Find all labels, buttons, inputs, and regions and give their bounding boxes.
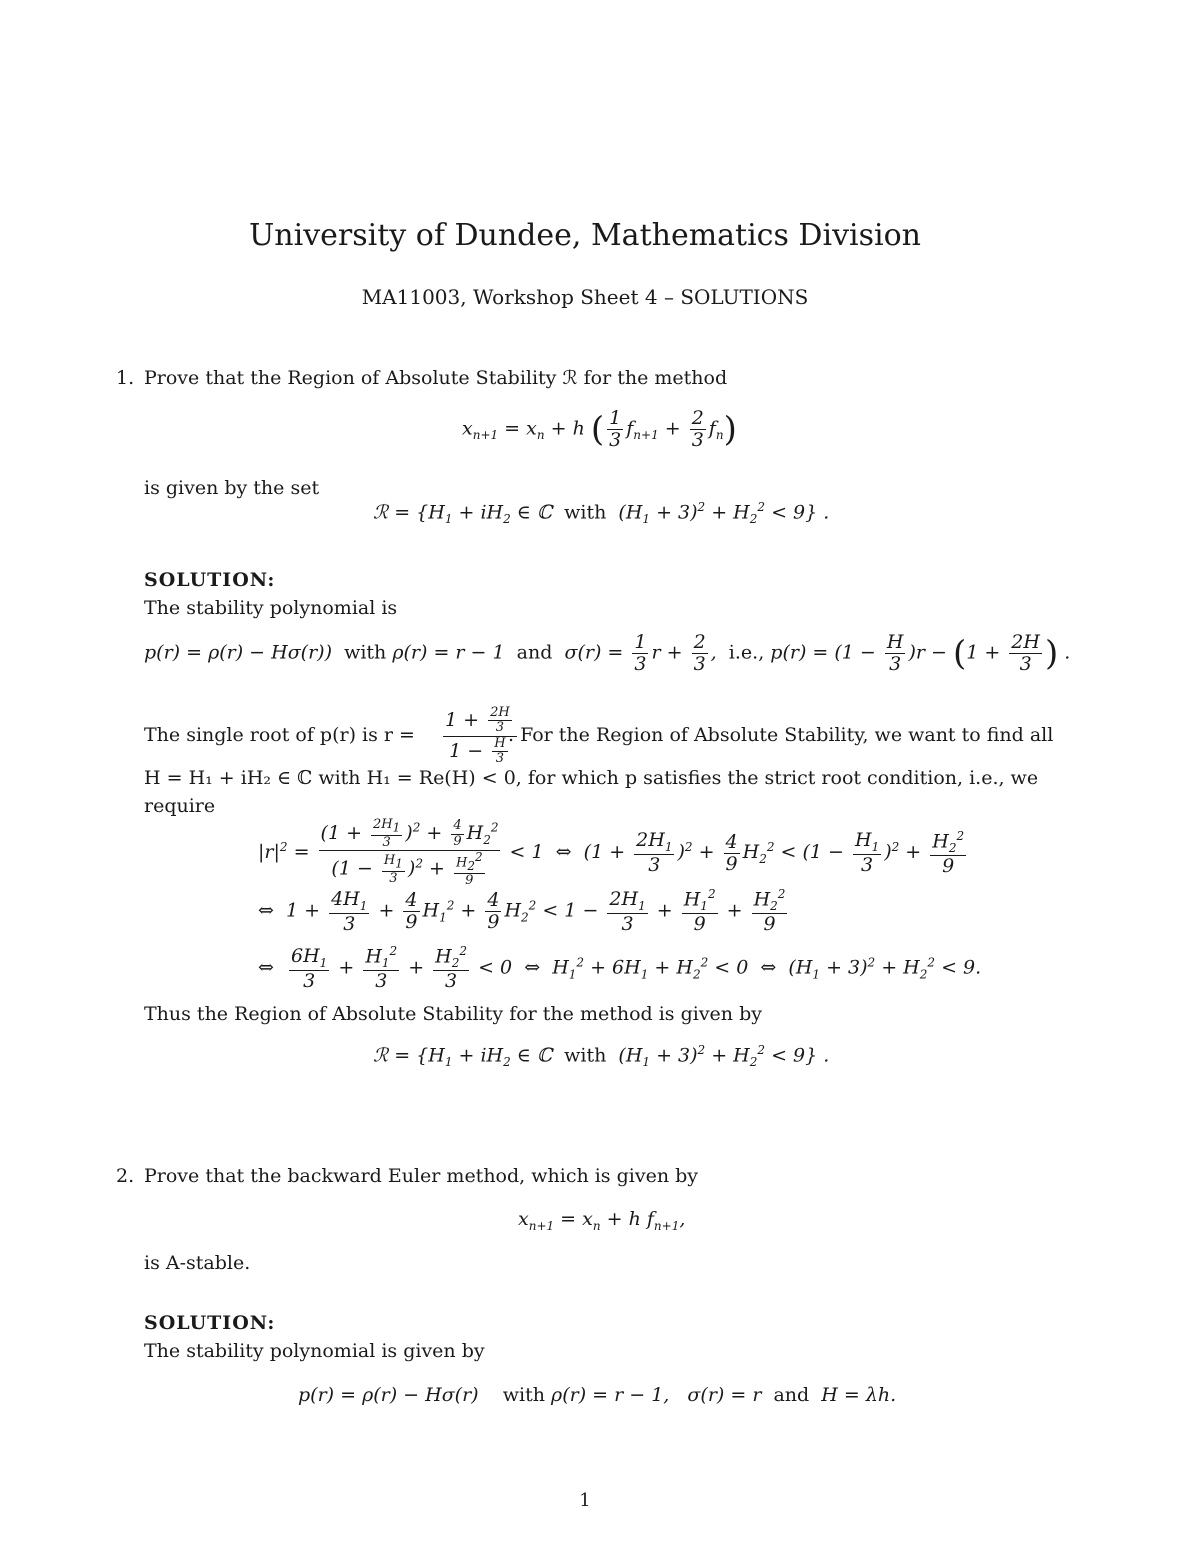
derivation-line-2: ⇔ 1 + $\frac{4H_1}{3}$ + $\frac{4}{9}$ $H_1^2$ + $\frac{4}{9}$ $H_2^2 < 1$ − $\frac{2H_1}{3}$ + $\frac{H_1^2}{9}$ + $\frac{H_2^2}{9}$: [258, 887, 786, 936]
derivation-line-1: $|r|^2$ = (1 + $\frac{2H_1}{3}$ )$^2$ + $\frac{4}{9}$ $H_2^2$ (1 − $\frac{H_1}{3}$ )$^2$ + $\frac{H_2^2}{9}$ < 1 ⇔ (1 + $\frac{2H_1}{3}$ )$^2$ + $\frac{4}{9}$ $H_2^2 < (1$ − $\frac{H_1}{3}$ )$^2$ + $\frac{H_2^2}{9}$: [258, 817, 965, 889]
solution-1-label: SOLUTION:: [144, 569, 276, 591]
problem-1-number: 1.: [116, 367, 135, 389]
stability-poly-2-equation: p(r) = ρ(r) − Hσ(r) with ρ(r) = r − 1, σ(r) = r and H = λh.: [298, 1384, 897, 1406]
page-title: University of Dundee, Mathematics Division: [249, 218, 921, 253]
method-equation: $x_{n+1} = x_n + h$ ( $\frac{1}{3}$ $f_{n+1}$ + $\frac{2}{3}$ $f_n$): [462, 407, 737, 451]
solution-2-label: SOLUTION:: [144, 1312, 276, 1334]
derivation-line-3: ⇔ $\frac{6H_1}{3}$ + $\frac{H_1^2}{3}$ + $\frac{H_2^2}{3}$ < 0 ⇔ $H_1^2 + 6H_1 + H_2^2 < 0$ ⇔ $(H_1 + 3)^2 + H_2^2 < 9$.: [258, 944, 982, 993]
root-text-a: The single root of p(r) is r =: [144, 724, 415, 746]
given-by-text: is given by the set: [144, 477, 320, 499]
region-set-result: ℛ = {$H_1 + iH_2$ ∈ ℂ with $(H_1 + 3)^2 + H_2^2 < 9$} .: [373, 1043, 830, 1070]
require-text: require: [144, 795, 216, 817]
stability-poly-2-intro: The stability polynomial is given by: [144, 1340, 485, 1362]
problem-1-statement: Prove that the Region of Absolute Stability ℛ for the method: [144, 367, 728, 389]
stability-poly-intro: The stability polynomial is: [144, 597, 398, 619]
backward-euler-equation: $x_{n+1} = x_n + h$ $f_{n+1}$,: [518, 1208, 686, 1233]
root-fraction: 1 + $\frac{2H}{3}$ 1 − $\frac{H}{3}$: [440, 706, 520, 766]
problem-2-statement: Prove that the backward Euler method, which is given by: [144, 1165, 698, 1187]
page-number: 1: [579, 1490, 591, 1511]
root-line-2: H = H₁ + iH₂ ∈ ℂ with H₁ = Re(H) < 0, for which p satisfies the strict root condition, i.e., we: [144, 767, 1039, 789]
conclusion-text: Thus the Region of Absolute Stability for the method is given by: [144, 1003, 762, 1025]
page-subtitle: MA11003, Workshop Sheet 4 – SOLUTIONS: [361, 285, 809, 309]
problem-2-number: 2.: [116, 1165, 135, 1187]
a-stable-text: is A-stable.: [144, 1252, 251, 1274]
root-text-b: . For the Region of Absolute Stability, we want to find all: [508, 724, 1054, 746]
region-set-equation: ℛ = {$H_1 + iH_2$ ∈ ℂ with $(H_1 + 3)^2 + H_2^2 < 9$} .: [373, 500, 830, 527]
stability-poly-equation: p(r) = ρ(r) − Hσ(r)) with ρ(r) = r − 1 and σ(r) = $\frac{1}{3}$ r + $\frac{2}{3}$ , i.e., p(r) = (1 − $\frac{H}{3}$ )r − (1 + $\frac{2H}{3}$ ) .: [144, 631, 1071, 675]
